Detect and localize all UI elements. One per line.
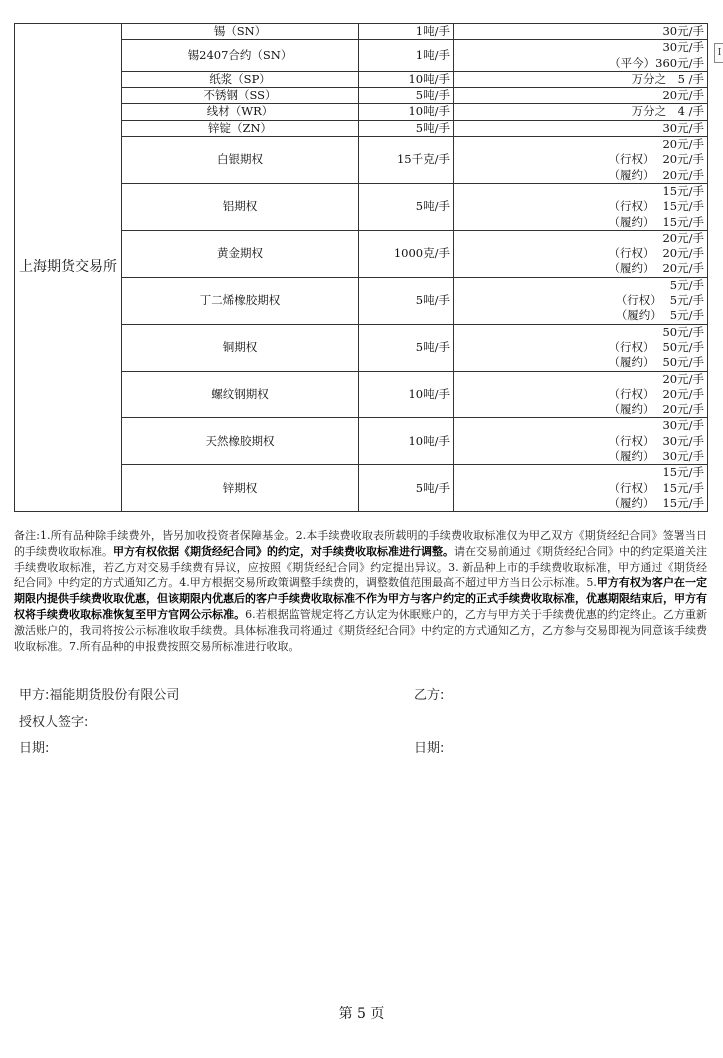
trade-unit: 5吨/手	[359, 465, 454, 512]
exercise-fee-line	[457, 246, 704, 261]
fee-cell	[454, 418, 708, 465]
performance-fee-line	[457, 355, 704, 370]
performance-fee-line	[457, 308, 704, 323]
fee-line: 5元/手	[669, 277, 704, 292]
option-name: 铝期权	[122, 183, 359, 230]
exercise-fee-line	[457, 199, 704, 214]
performance-label: （履约）	[608, 261, 655, 276]
option-name: 丁二烯橡胶期权	[122, 277, 359, 324]
fee-line: 15元/手	[662, 183, 704, 198]
performance-fee: 20元/手	[662, 167, 704, 182]
fee-line: 30元/手	[662, 40, 704, 55]
exercise-label: （行权）	[608, 480, 655, 495]
performance-label: （履约）	[608, 214, 655, 229]
performance-fee: 30元/手	[662, 449, 704, 464]
fee-cell	[454, 230, 708, 277]
fee-cell	[454, 465, 708, 512]
performance-label: （履约）	[608, 449, 655, 464]
trade-unit: 5吨/手	[359, 324, 454, 371]
fee-line: 20元/手	[662, 88, 704, 103]
exercise-fee-line	[457, 481, 704, 496]
fee-line: 30元/手	[662, 120, 704, 135]
trade-unit: 10吨/手	[359, 104, 454, 120]
product-name: 锡2407合约（SN）	[122, 40, 359, 72]
exercise-label: （行权）	[608, 386, 655, 401]
exercise-fee: 20元/手	[662, 152, 704, 167]
remarks-paragraph	[14, 528, 707, 654]
exercise-fee-line	[457, 152, 704, 167]
page-number: 第 5 页	[338, 1006, 385, 1022]
performance-label: （履约）	[608, 167, 655, 182]
exercise-fee-line	[457, 293, 704, 308]
fee-cell	[454, 371, 708, 418]
fee-line: 20元/手	[662, 137, 704, 152]
trade-unit: 5吨/手	[359, 277, 454, 324]
remark-text: 6.若根据监管规定将乙方认定为休眠账户的，乙方与甲方关于手续费优惠的约定终止。乙方重新激活账户的，我司将按公示标准收取手续费。具体标准我司将通过《期货经纪合同》中约定的方式通知乙方，乙方参与交易即视为同意该手续费收取标准。7.所有品种的申报费按照交易所标准进行收取。	[14, 607, 707, 653]
fee-line: （平今）360元/手	[609, 55, 704, 70]
performance-fee: 5元/手	[669, 308, 704, 323]
option-name: 白银期权	[122, 137, 359, 184]
fee-line: 万分之 5 /手	[631, 71, 704, 86]
table-row	[15, 24, 708, 40]
fee-line: 万分之 4 /手	[631, 104, 704, 119]
fee-line: 30元/手	[662, 24, 704, 38]
performance-fee-line	[457, 449, 704, 464]
party-b-label: 乙方:	[414, 688, 445, 703]
fee-line: 15元/手	[662, 465, 704, 480]
exercise-label: （行权）	[608, 199, 655, 214]
fee-cell	[454, 104, 708, 120]
fee-cell	[454, 137, 708, 184]
fee-cell	[454, 183, 708, 230]
performance-fee-line	[457, 215, 704, 230]
trade-unit: 10吨/手	[359, 418, 454, 465]
performance-label: （履约）	[615, 308, 662, 323]
product-name: 不锈钢（SS）	[122, 88, 359, 104]
product-name: 锌锭（ZN）	[122, 120, 359, 136]
fee-line: 20元/手	[662, 230, 704, 245]
exercise-fee: 20元/手	[662, 386, 704, 401]
exercise-label: （行权）	[608, 246, 655, 261]
exercise-fee: 50元/手	[662, 339, 704, 354]
party-a-label: 甲方:福能期货股份有限公司	[19, 688, 180, 703]
trade-unit: 1吨/手	[359, 40, 454, 72]
authorized-signature-label: 授权人签字:	[19, 715, 89, 730]
option-name: 黄金期权	[122, 230, 359, 277]
trade-unit: 5吨/手	[359, 120, 454, 136]
fee-cell	[454, 40, 708, 72]
performance-fee-line	[457, 402, 704, 417]
trade-unit: 15千克/手	[359, 137, 454, 184]
trade-unit: 10吨/手	[359, 71, 454, 87]
product-name: 锡（SN）	[122, 24, 359, 40]
performance-label: （履约）	[608, 495, 655, 510]
fee-cell	[454, 277, 708, 324]
option-name: 天然橡胶期权	[122, 418, 359, 465]
exercise-fee: 15元/手	[662, 480, 704, 495]
exercise-label: （行权）	[608, 433, 655, 448]
fee-cell	[454, 24, 708, 40]
product-name: 纸浆（SP）	[122, 71, 359, 87]
option-name: 锌期权	[122, 465, 359, 512]
fee-line: 20元/手	[662, 371, 704, 386]
trade-unit: 10吨/手	[359, 371, 454, 418]
option-name: 螺纹钢期权	[122, 371, 359, 418]
page-edge-marker: I	[714, 43, 723, 63]
exercise-fee: 15元/手	[662, 199, 704, 214]
performance-fee: 15元/手	[662, 214, 704, 229]
remark-emphasis: 甲方有权依据《期货经纪合同》的约定，对手续费收取标准进行调整。	[113, 544, 454, 558]
fee-cell	[454, 71, 708, 87]
trade-unit: 1000克/手	[359, 230, 454, 277]
remark-text: 备注:1.所有品种除手续费外，皆另加收投资者保障基金。2.本手续费收取表所载明的手续费收取标准仅为甲乙双方《期货经纪合同》签署当日的手续费收取标准。	[14, 529, 707, 558]
fee-table	[14, 23, 708, 512]
exercise-label: （行权）	[615, 293, 662, 308]
trade-unit: 1吨/手	[359, 24, 454, 40]
performance-fee: 20元/手	[662, 261, 704, 276]
exchange-cell: 上海期货交易所	[15, 24, 122, 512]
fee-cell	[454, 88, 708, 104]
exercise-fee: 5元/手	[669, 293, 704, 308]
exercise-fee-line	[457, 434, 704, 449]
performance-fee-line	[457, 261, 704, 276]
fee-line: 50元/手	[662, 324, 704, 339]
trade-unit: 5吨/手	[359, 88, 454, 104]
date-a-label: 日期:	[19, 741, 50, 756]
performance-label: （履约）	[608, 355, 655, 370]
performance-fee-line	[457, 168, 704, 183]
option-name: 铜期权	[122, 324, 359, 371]
exercise-fee-line	[457, 340, 704, 355]
exercise-fee-line	[457, 387, 704, 402]
exercise-label: （行权）	[608, 152, 655, 167]
exercise-fee: 30元/手	[662, 433, 704, 448]
performance-fee: 20元/手	[662, 402, 704, 417]
remark-text: 请在交易前通过《期货经纪合同》中的约定渠道关注手续费收取标准，若乙方对交易手续费有异议，应按照《期货经纪合同》约定提出异议。3. 新品种上市的手续费收取标准，甲方通过《期货经纪合同》中约定的方式通知乙方。4.甲方根据交易所政策调整手续费的，调整数值范围最高不超过甲方当日公示标准。5.	[14, 544, 707, 590]
exercise-label: （行权）	[608, 339, 655, 354]
date-b-label: 日期:	[414, 741, 445, 756]
fee-cell	[454, 120, 708, 136]
fee-cell	[454, 324, 708, 371]
fee-line: 30元/手	[662, 418, 704, 433]
product-name: 线材（WR）	[122, 104, 359, 120]
performance-fee: 15元/手	[662, 495, 704, 510]
performance-fee-line	[457, 496, 704, 511]
performance-fee: 50元/手	[662, 355, 704, 370]
trade-unit: 5吨/手	[359, 183, 454, 230]
exercise-fee: 20元/手	[662, 246, 704, 261]
remark-emphasis: 甲方有权为客户在一定期限内提供手续费收取优惠，但该期限内优惠后的客户手续费收取标准不作为甲方与客户约定的正式手续费收取标准，优惠期限结束后，甲方有权将手续费收取标准恢复至甲方官网公示标准。	[14, 576, 707, 621]
performance-label: （履约）	[608, 402, 655, 417]
